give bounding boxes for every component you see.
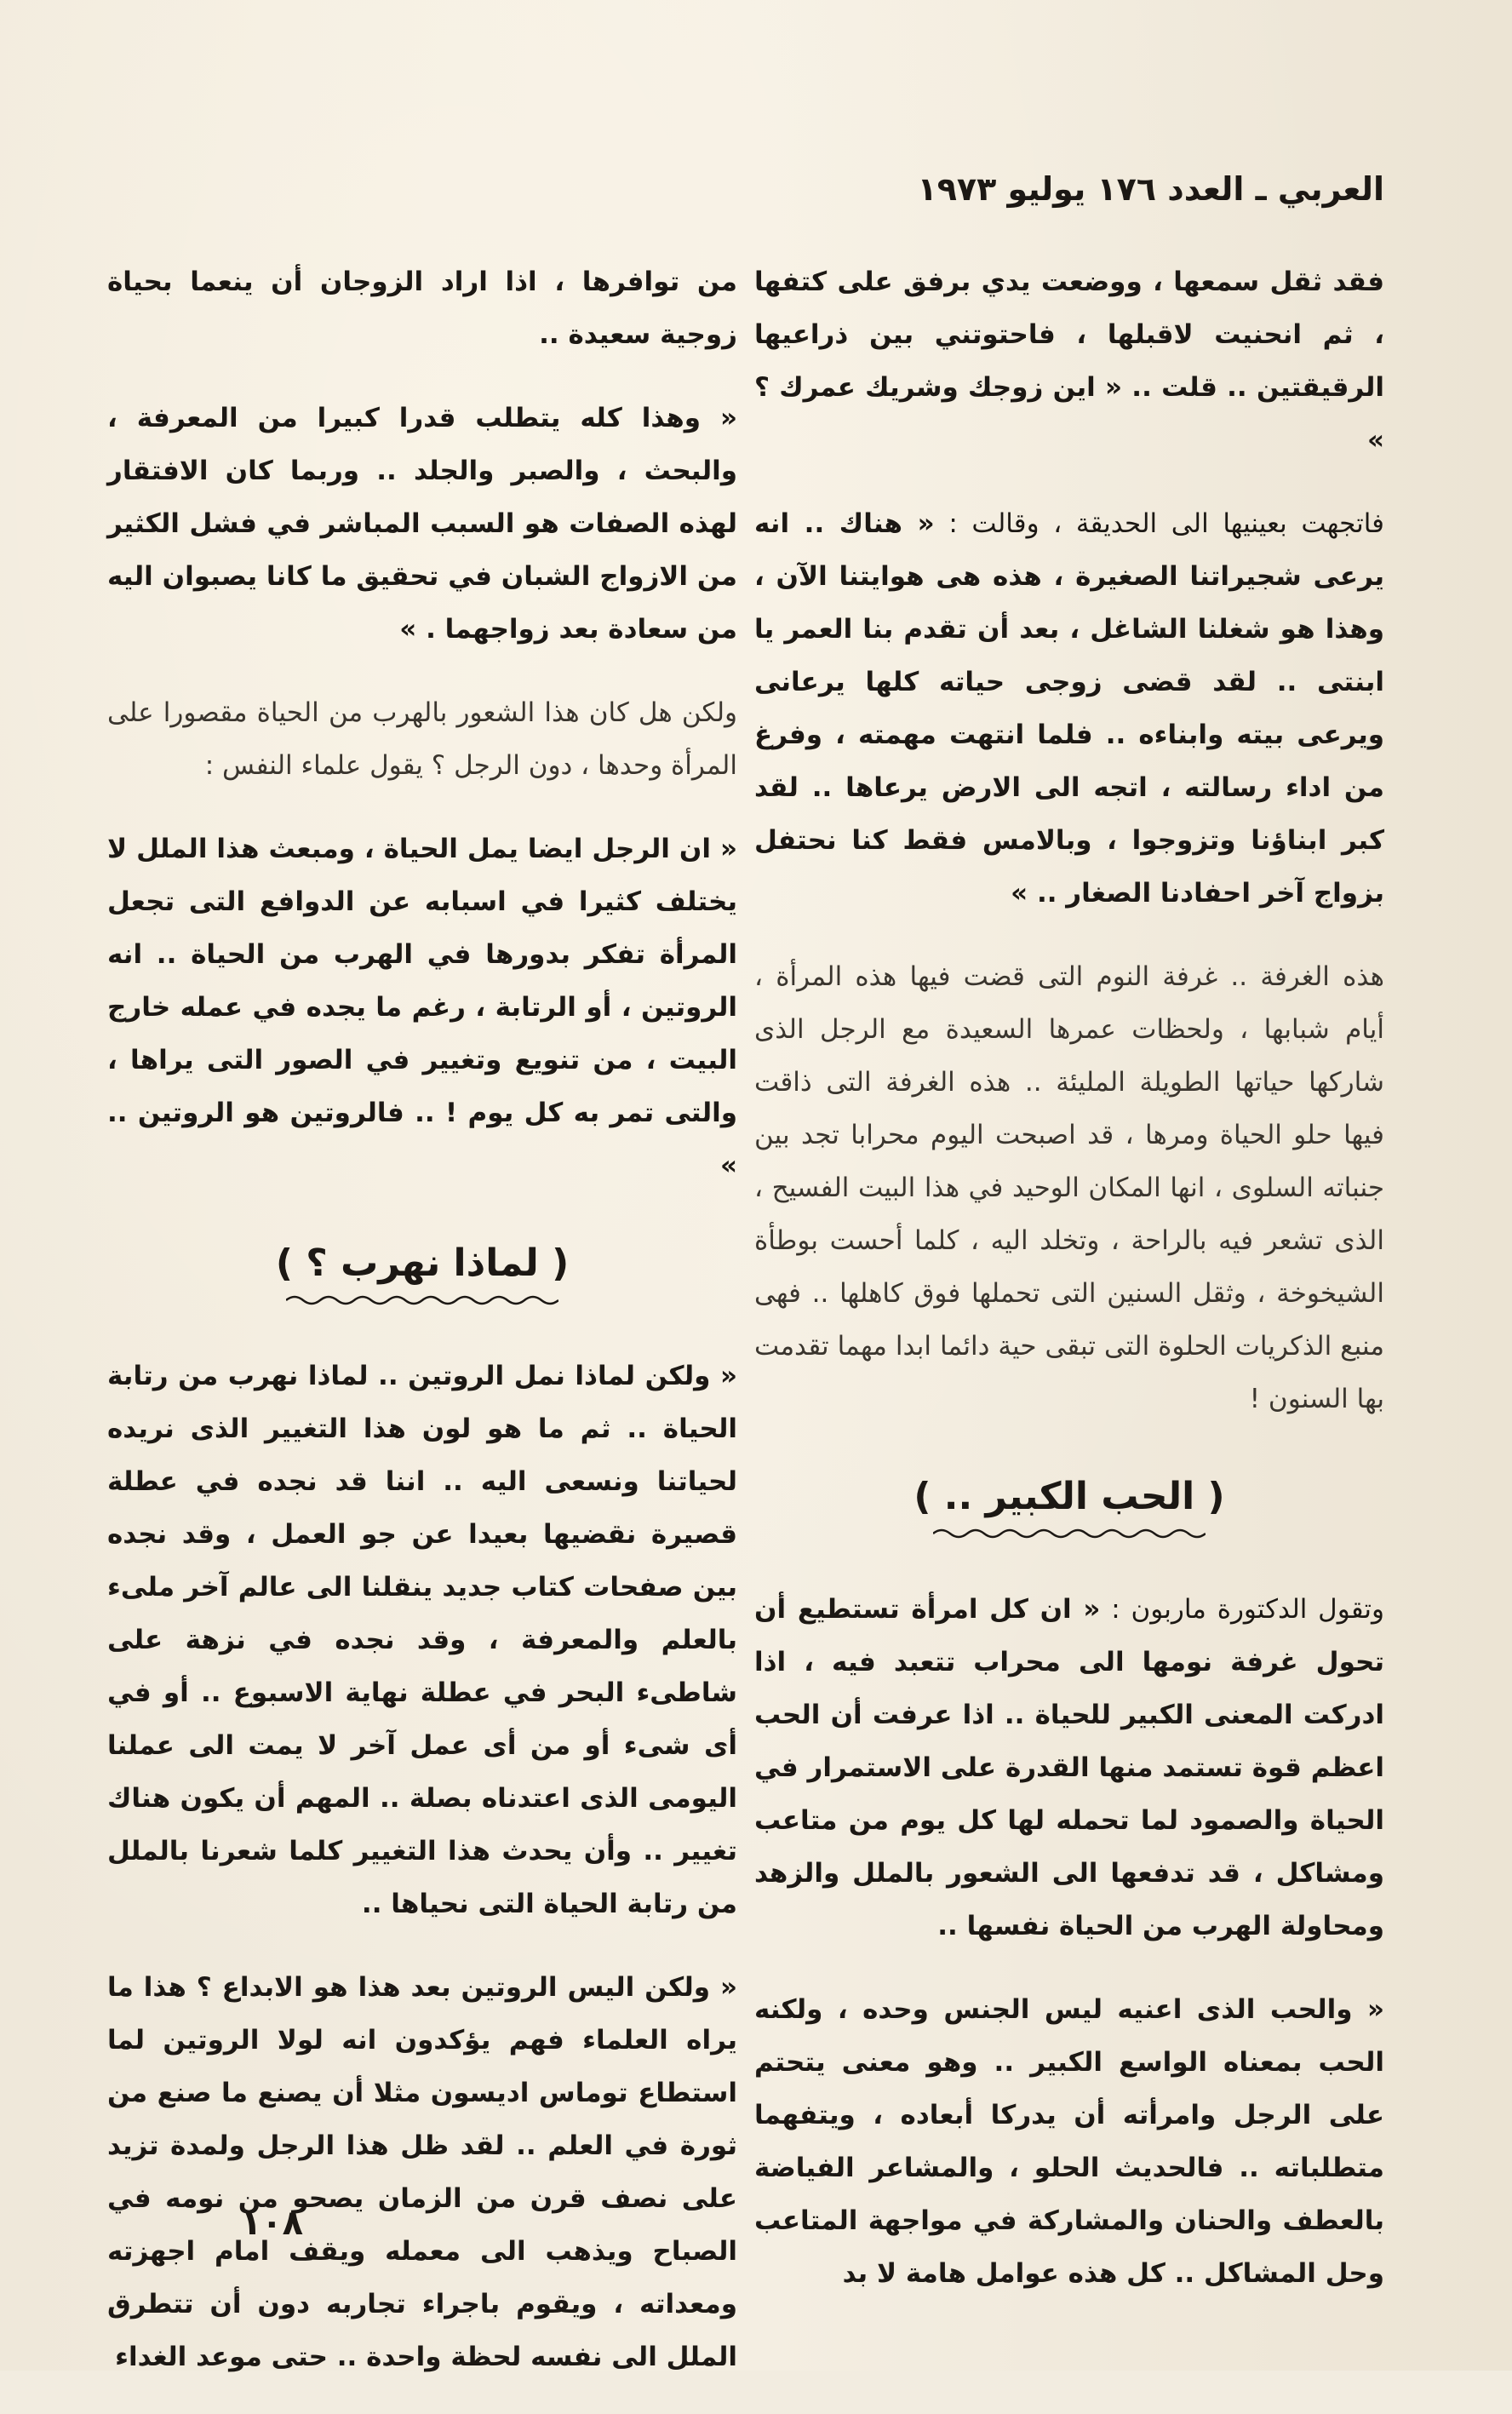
section-heading-block <box>107 1241 737 1307</box>
section-heading-block <box>754 1475 1384 1540</box>
paragraph-intro: فاتجهت بعينيها الى الحديقة ، وقالت : <box>948 508 1385 539</box>
paragraph <box>754 497 1384 920</box>
wavy-underline-ornament-icon <box>286 1293 558 1307</box>
paragraph <box>754 1583 1384 1952</box>
paragraph-quote: « هناك .. انه يرعى شجيراتنا الصغيرة ، هذه هى هوايتنا الآن ، وهذا هو شغلنا الشاغل ، بعد أن تقدم بنا العمر يا ابنتى .. لقد قضى زوجى حياته كلها يرعانى ويرعى بيته وابناءه .. فلما انتهت مهمته ، وفرغ من اداء رسالته ، اتجه الى الارض يرعاها .. لقد كبر ابناؤنا وتزوجوا ، وبالامس فقط كنا نحتفل بزواج آخر احفادنا الصغار .. » <box>754 508 1384 909</box>
paragraph: « ولكن لماذا نمل الروتين .. لماذا نهرب من رتابة الحياة .. ثم ما هو لون هذا التغيير الذى نريده لحياتنا ونسعى اليه .. اننا قد نجده في عطلة قصيرة نقضيها بعيدا عن جو العمل ، وقد نجده بين صفحات كتاب جديد ينقلنا الى عالم آخر ملىء بالعلم والمعرفة ، وقد نجده في نزهة على شاطىء البحر في عطلة نهاية الاسبوع .. أو في أى شىء أو من أى عمل آخر لا يمت الى عملنا اليومى الذى اعتدناه بصلة .. المهم أن يكون هناك تغيير .. وأن يحدث هذا التغيير كلما شعرنا بالملل من رتابة الحياة التى نحياها .. <box>107 1361 737 1919</box>
section-heading: ( الحب الكبير .. ) <box>914 1475 1225 1518</box>
wavy-underline-ornament-icon <box>933 1527 1206 1540</box>
running-header: العربي ـ العدد ١٧٦ يوليو ١٩٧٣ <box>917 170 1384 208</box>
paragraph: هذه الغرفة .. غرفة النوم التى قضت فيها هذه المرأة ، أيام شبابها ، ولحظات عمرها السعيدة مع الرجل الذى شاركها حياتها الطويلة المليئة .. هذه الغرفة التى ذاقت فيها حلو الحياة ومرها ، قد اصبحت اليوم محرابا تجد بين جنباته السلوى ، انها المكان الوحيد في هذا البيت الفسيح ، الذى تشعر فيه بالراحة ، وتخلد اليه ، كلما أحست بوطأة الشيخوخة ، وثقل السنين التى تحملها فوق كاهلها .. فهى منبع الذكريات الحلوة التى تبقى حية دائما ابدا مهما تقدمت بها السنون ! <box>754 961 1384 1414</box>
paragraph: ولكن هل كان هذا الشعور بالهرب من الحياة مقصورا على المرأة وحدها ، دون الرجل ؟ يقول علماء النفس : <box>107 697 737 781</box>
paragraph-intro: وتقول الدكتورة ماربون : <box>1111 1594 1384 1625</box>
left-column <box>107 255 737 2414</box>
paragraph-quote: « ان كل امرأة تستطيع أن تحول غرفة نومها الى محراب تتعبد فيه ، اذا ادركت المعنى الكبير للحياة .. اذا عرفت أن الحب اعظم قوة تستمد منها القدرة على الاستمرار في الحياة والصمود لما تحمله لها كل يوم من متاعب ومشاكل ، قد تدفعها الى الشعور بالملل والزهد ومحاولة الهرب من الحياة نفسها .. <box>754 1594 1384 1941</box>
page-number: ١٠٨ <box>240 2204 303 2243</box>
paragraph: « ولكن اليس الروتين بعد هذا هو الابداع ؟ هذا ما يراه العلماء فهم يؤكدون انه لولا الروتين لما استطاع توماس اديسون مثلا أن يصنع ما صنع من ثورة في العلم .. لقد ظل هذا الرجل ولمدة تزيد على نصف قرن من الزمان يصحو من نومه في الصباح ويذهب الى معمله ويقف امام اجهزته ومعداته ، ويقوم باجراء تجاربه دون أن تتطرق الملل الى نفسه لحظة واحدة .. حتى موعد الغداء <box>107 1972 737 2372</box>
paragraph: فقد ثقل سمعها ، ووضعت يدي برفق على كتفها ، ثم انحنيت لاقبلها ، فاحتوتني بين ذراعيها الرقيقتين .. قلت .. « اين زوجك وشريك عمرك ؟ » <box>754 267 1384 456</box>
paragraph: « والحب الذى اعنيه ليس الجنس وحده ، ولكنه الحب بمعناه الواسع الكبير .. وهو معنى يتحتم على الرجل وامرأته أن يدركا أبعاده ، ويتفهما متطلباته .. فالحديث الحلو ، والمشاعر الفياضة بالعطف والحنان والمشاركة في مواجهة المتاعب وحل المشاكل .. كل هذه عوامل هامة لا بد <box>754 1994 1384 2289</box>
section-heading: ( لماذا نهرب ؟ ) <box>275 1241 570 1285</box>
paragraph: من توافرها ، اذا اراد الزوجان أن ينعما بحياة زوجية سعيدة .. <box>107 267 737 350</box>
right-column <box>754 255 1384 2331</box>
paragraph: « وهذا كله يتطلب قدرا كبيرا من المعرفة ، والبحث ، والصبر والجلد .. وربما كان الافتقار لهذه الصفات هو السبب المباشر في فشل الكثير من الازواج الشبان في تحقيق ما كانا يصبوان اليه من سعادة بعد زواجهما . » <box>107 403 737 645</box>
paragraph: « ان الرجل ايضا يمل الحياة ، ومبعث هذا الملل لا يختلف كثيرا في اسبابه عن الدوافع التى تجعل المرأة تفكر بدورها في الهرب من الحياة .. انه الروتين ، أو الرتابة ، رغم ما يجده في عمله خارج البيت ، من تنويع وتغيير في الصور التى يراها ، والتى تمر به كل يوم ! .. فالروتين هو الروتين .. » <box>107 834 737 1181</box>
